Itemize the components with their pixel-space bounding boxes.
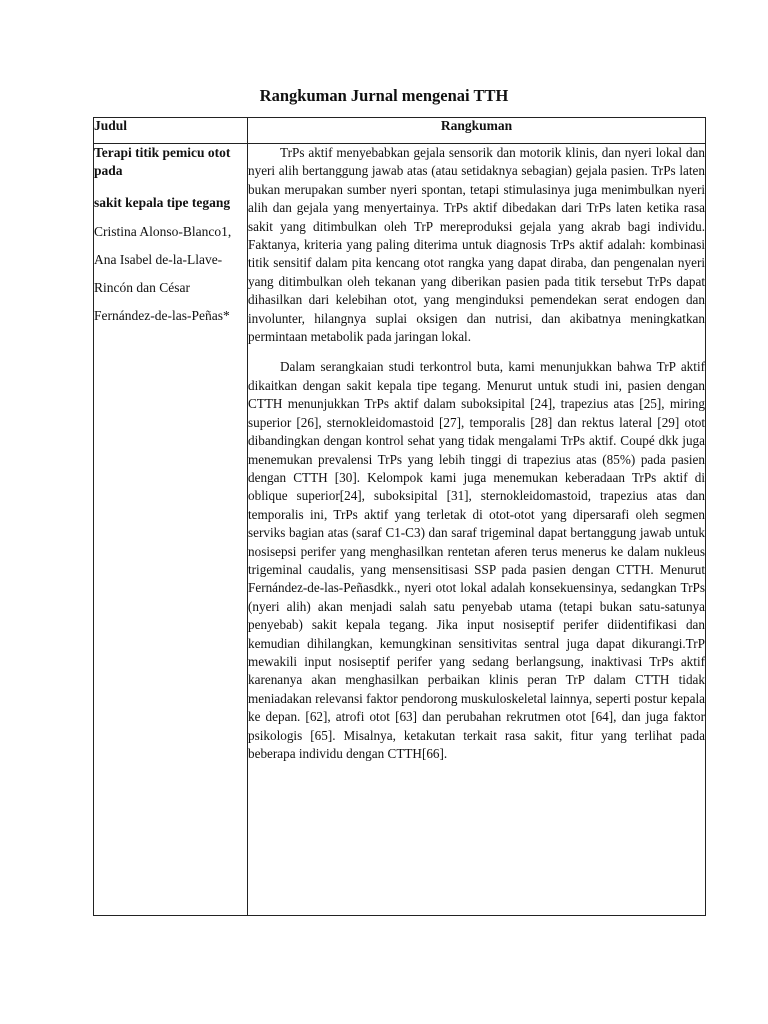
journal-title-line-2: sakit kepala tipe tegang — [94, 195, 231, 210]
journal-title-cell — [94, 144, 248, 916]
journal-title-line-1: Terapi titik pemicu otot pada — [94, 145, 231, 178]
header-rangkuman: Rangkuman — [248, 118, 706, 144]
header-judul: Judul — [94, 118, 248, 144]
summary-paragraph-2: Dalam serangkaian studi terkontrol buta, kami menunjukkan bahwa TrP aktif dikaitkan dengan sakit kepala tipe tegang. Menurut untuk studi ini, pasien dengan CTTH menunjukkan TrPs aktif dalam suboksipital [24], trapezius atas [25], miring superior [26], sternokleidomastoid [27], temporalis [28] dan rektus lateral [29] otot dibandingkan dengan kontrol sehat yang tidak mengalami TrPs aktif. Coupé dkk juga menemukan prevalensi TrPs yang lebih tinggi di trapezius atas (85%) pada pasien dengan CTTH [30]. Kelompok kami juga menemukan keberadaan TrPs aktif di oblique superior[24], suboksipital [31], sternokleidomastoid, trapezius atas dan temporalis ini, TrPs aktif yang terletak di otot-otot yang dipersarafi oleh segmen serviks bagian atas (saraf C1-C3) dan saraf trigeminal dapat bertanggung jawab untuk nosisepsi perifer yang menghasilkan rentetan aferen terus menerus ke dalam nukleus trigeminal caudalis, yang mensensitisasi SSP pada pasien dengan CTTH. Menurut Fernández-de-las-Peñasdkk., nyeri otot lokal adalah konsekuensinya, sedangkan TrPs (nyeri alih) akan menjadi salah satu penyebab utama (tetapi bukan satu-satunya penyebab) sakit kepala tegang. Jika input nosiseptif perifer diidentifikasi dan kemudian dihilangkan, kemungkinan sensitivitas sentral juga dapat dikurangi.TrP mewakili input nosiseptif perifer yang sedang berlangsung, inaktivasi TrPs aktif karenanya akan menghasilkan perbaikan klinis peran TrP dalam CTTH tidak meniadakan relevansi faktor pendorong muskuloskeletal lainnya, seperti postur kepala ke depan. [62], atrofi otot [63] dan perubahan rekrutmen otot [64], dan juga faktor psikologis [65]. Misalnya, ketakutan terkait rasa sakit, fitur yang terlihat pada beberapa individu dengan CTTH[66]. — [248, 359, 705, 761]
summary-cell — [248, 144, 706, 916]
journal-authors: Cristina Alonso-Blanco1, Ana Isabel de-la-Llave-Rincón dan César Fernández-de-las-Peñas* — [94, 224, 232, 323]
document-title: Rangkuman Jurnal mengenai TTH — [259, 86, 509, 105]
summary-table — [93, 117, 706, 916]
table-row — [94, 144, 706, 916]
table-header-row — [94, 118, 706, 144]
summary-paragraph-1: TrPs aktif menyebabkan gejala sensorik dan motorik klinis, dan nyeri lokal dan nyeri alih bertanggung jawab atas (atau setidaknya sebagian) gejala pasien. TrPs laten bukan merupakan sumber nyeri spontan, tetapi stimulasinya juga menimbulkan nyeri alih dan gejala yang menyertainya. TrPs aktif dibedakan dari TrPs laten ketika rasa sakit yang ditimbulkan oleh TrP mereproduksi gejala yang akrab bagi individu. Faktanya, kriteria yang paling diterima untuk diagnosis TrPs aktif adalah: kombinasi titik sensitif dalam pita kencang otot rangka yang dapat diraba, dan pengenalan nyeri yang ditimbulkan oleh tekanan yang diberikan pasien pada titik tersebut TrPs dapat dihasilkan dari kelebihan otot, yang menginduksi pemendekan serat endogen dan involunter, hilangnya suplai oksigen dan nutrisi, dan akibatnya meningkatkan permintaan metabolik pada jaringan lokal. — [248, 145, 705, 345]
